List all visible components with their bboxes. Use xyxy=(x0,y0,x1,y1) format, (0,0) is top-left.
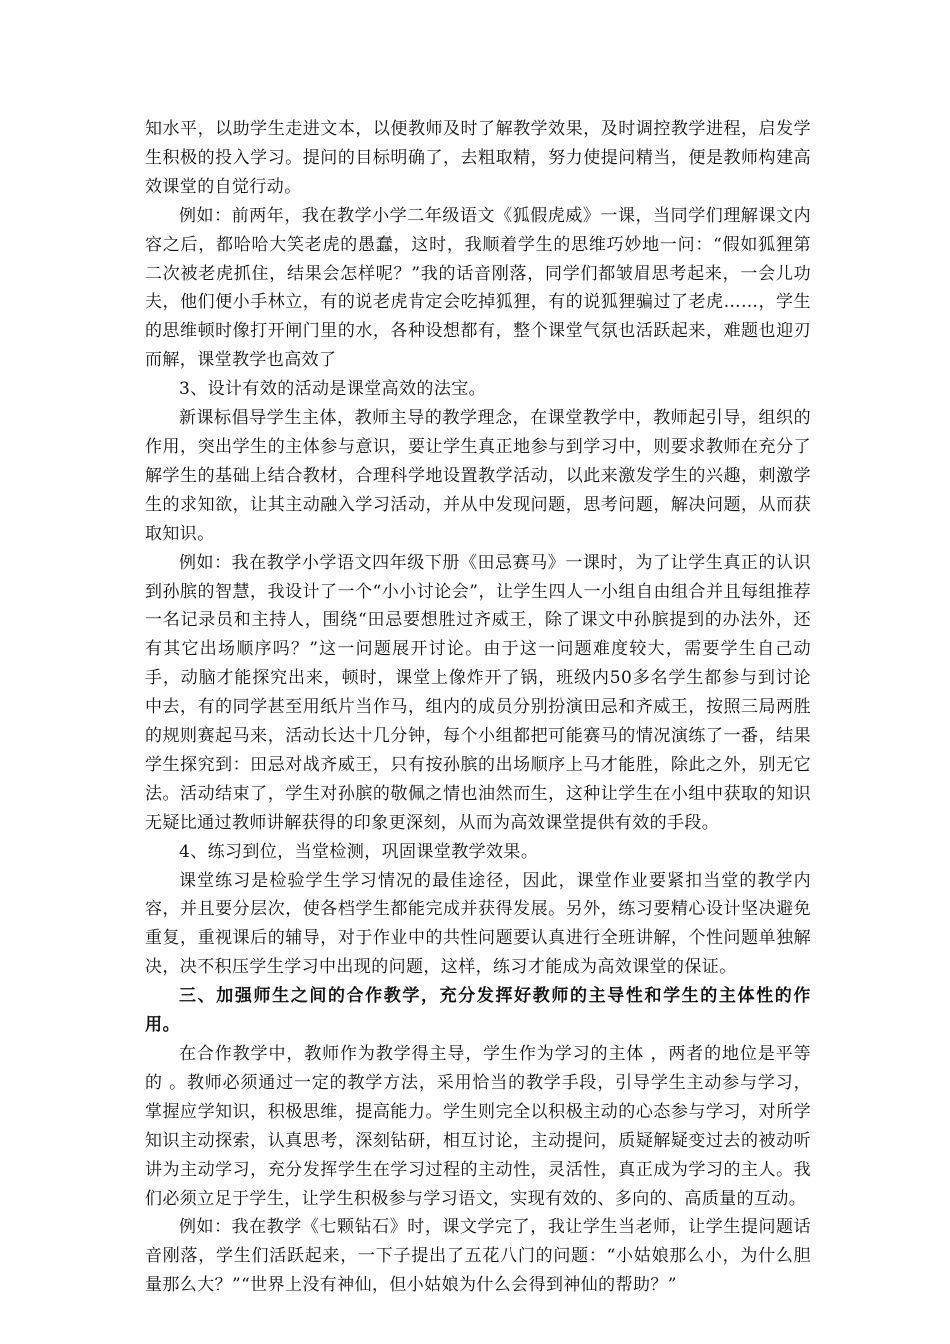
paragraph-example-seven-diamonds: 例如：我在教学《七颗钻石》时，课文学完了，我让学生当老师，让学生提问题话音刚落，学生们活跃起来，一下子提出了五花八门的问题：“小姑娘那么小，为什么胆量那么大？”“世界上没有神仙，但小姑娘为什么会得到神仙的帮助？” xyxy=(145,1217,811,1296)
section-point-3: 3、设计有效的活动是课堂高效的法宝。 xyxy=(179,379,487,400)
section-heading-3: 三、加强师生之间的合作教学，充分发挥好教师的主导性和学生的主体性的作用。 xyxy=(145,986,811,1036)
paragraph-intro-continuation: 知水平，以助学生走进文本，以便教师及时了解教学效果，及时调控教学进程，启发学生积极的投入学习。提问的目标明确了，去粗取精，努力使提问精当，便是教师构建高效课堂的自觉行动。 xyxy=(145,119,811,197)
paragraph-activity-design: 新课标倡导学生主体，教师主导的教学理念，在课堂教学中，教师起引导，组织的作用，突出学生的主体参与意识，要让学生真正地参与到学习中，则要求教师在充分了解学生的基础上结合教材，合理科学地设置教学活动，以此来激发学生的兴趣，刺激学生的求知欲，让其主动融入学习活动，并从中发现问题，思考问题，解决问题，从而获取知识。 xyxy=(145,408,811,544)
paragraph-cooperative-teaching: 在合作教学中，教师作为教学得主导，学生作为学习的主体 ，两者的地位是平等的 。教师必须通过一定的教学方法，采用恰当的教学手段，引导学生主动参与学习，掌握应学知识，积极思维，提高能力。学生则完全以积极主动的心态参与学习，对所学知识主动探索，认真思考，深刻钻研，相互讨论，主动提问，质疑解疑变过去的被动听讲为主动学习，充分发挥学生在学习过程的主动性，灵活性，真正成为学习的主人。我们必须立足于学生，让学生积极参与学习语文，实现有效的、多向的、高质量的互动。 xyxy=(145,1044,811,1209)
paragraph-example-fox-tiger: 例如：前两年，我在教学小学二年级语文《狐假虎威》一课，当同学们理解课文内容之后，都哈哈大笑老虎的愚蠢，这时，我顺着学生的思维巧妙地一问：“假如狐狸第二次被老虎抓住，结果会怎样呢？”我的话音刚落，同学们都皱眉思考起来，一会儿功夫，他们便小手林立，有的说老虎肯定会吃掉狐狸，有的说狐狸骗过了老虎……，学生的思维顿时像打开闸门里的水，各种设想都有，整个课堂气氛也活跃起来，难题也迎刃而解，课堂教学也高效了 xyxy=(145,205,811,371)
document-page xyxy=(145,115,811,1300)
paragraph-practice: 课堂练习是检验学生学习情况的最佳途径，因此，课堂作业要紧扣当堂的教学内容，并且要分层次，使各档学生都能完成并获得发展。另外，练习要精心设计坚决避免重复，重视课后的辅导，对于作业中的共性问题要认真进行全班讲解，个性问题单独解决，决不积压学生学习中出现的问题，这样，练习才能成为高效课堂的保证。 xyxy=(145,870,811,978)
section-point-4: 4、练习到位，当堂检测，巩固课堂教学效果。 xyxy=(179,841,539,862)
paragraph-example-horse-race: 例如：我在教学小学语文四年级下册《田忌赛马》一课时，为了让学生真正的认识到孙膑的智慧，我设计了一个“小小讨论会”，让学生四人一小组自由组合并且每组推荐一名记录员和主持人，围绕“田忌要想胜过齐威王，除了课文中孙膑提到的办法外，还有其它出场顺序吗？”这一问题展开讨论。由于这一问题难度较大，需要学生自己动手，动脑才能探究出来，顿时，课堂上像炸开了锅，班级内50多名学生都参与到讨论中去，有的同学甚至用纸片当作马，组内的成员分别扮演田忌和齐威王，按照三局两胜的规则赛起马来，活动长达十几分钟，每个小组都把可能赛马的情况演练了一番，结果学生探究到：田忌对战齐威王，只有按孙膑的出场顺序上马才能胜，除此之外，别无它法。活动结束了，学生对孙膑的敬佩之情也油然而生，这种让学生在小组中获取的知识无疑比通过教师讲解获得的印象更深刻，从而为高效课堂提供有效的手段。 xyxy=(145,552,811,833)
